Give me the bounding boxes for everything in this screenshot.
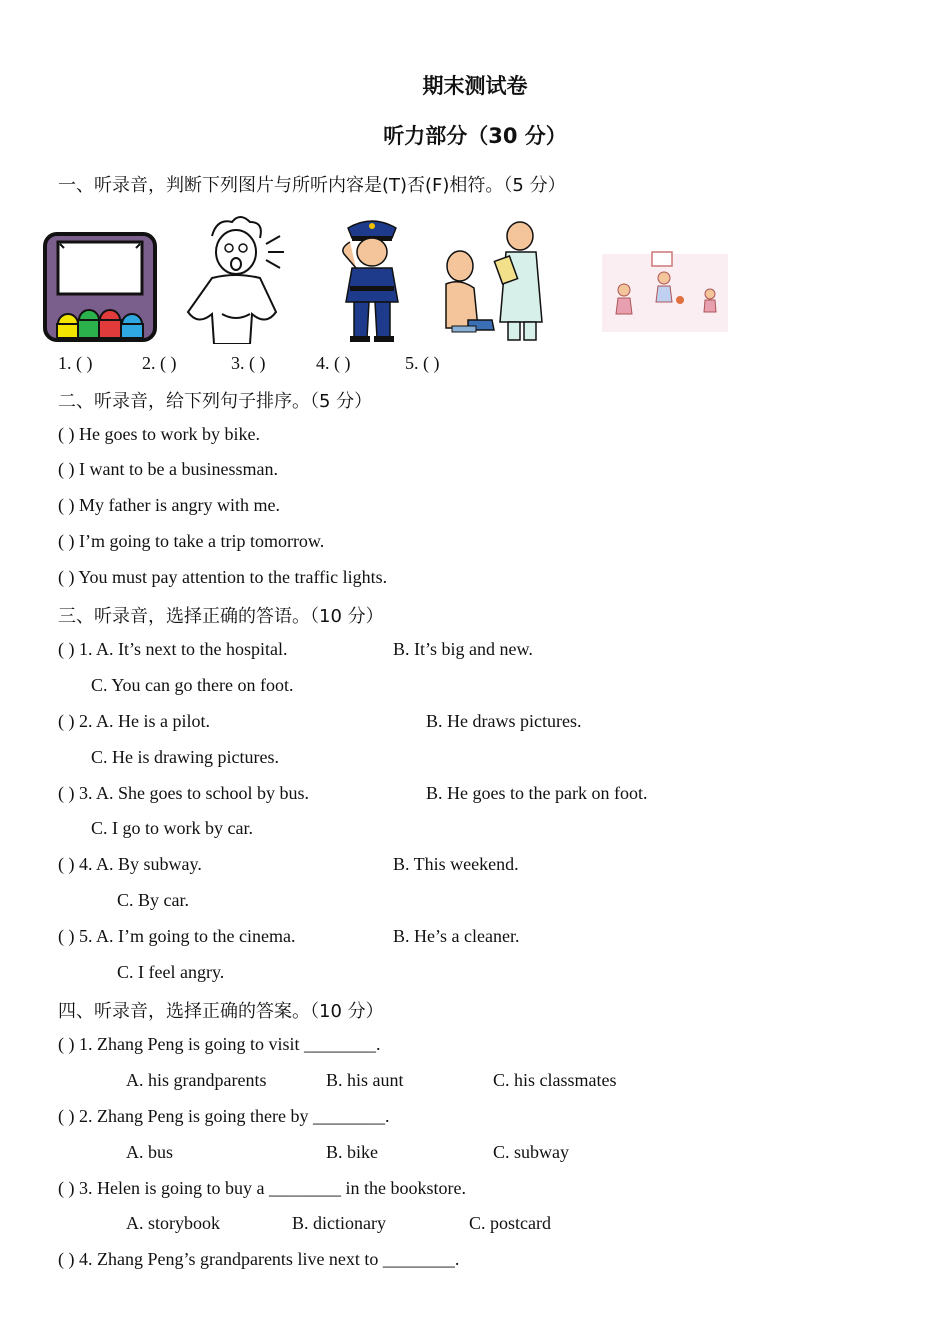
option-b: B. This weekend.	[393, 854, 519, 874]
option-c: C. You can go there on foot.	[91, 675, 294, 695]
answer-blank[interactable]: 4. ( )	[316, 353, 351, 373]
answer-blank[interactable]: 2. ( )	[142, 353, 177, 373]
shocked-man-picture	[182, 214, 294, 344]
option-a: A. storybook	[126, 1213, 220, 1233]
section2-heading: 二、听录音，给下列句子排序。（5 分）	[58, 391, 373, 412]
option-c: C. his classmates	[493, 1070, 617, 1090]
ordering-item: ( ) He goes to work by bike.	[58, 424, 260, 444]
option-c: C. He is drawing pictures.	[91, 747, 279, 767]
page-title: 期末测试卷	[422, 74, 528, 98]
section1-heading: 一、听录音，判断下列图片与所听内容是(T)否(F)相符。（5 分）	[58, 175, 566, 196]
ordering-item: ( ) My father is angry with me.	[58, 495, 280, 515]
question-line: ( ) 2. A. He is a pilot.	[58, 711, 210, 731]
option-c: C. postcard	[469, 1213, 551, 1233]
option-c: C. I feel angry.	[117, 962, 225, 982]
option-c: C. By car.	[117, 890, 189, 910]
option-b: B. He draws pictures.	[426, 711, 582, 731]
option-b: B. dictionary	[292, 1213, 386, 1233]
option-b: B. bike	[326, 1142, 378, 1162]
ordering-item: ( ) I’m going to take a trip tomorrow.	[58, 531, 325, 551]
option-b: B. He’s a cleaner.	[393, 926, 520, 946]
question-line: ( ) 3. Helen is going to buy a ________ in the bookstore.	[58, 1178, 466, 1198]
section4-heading: 四、听录音，选择正确的答案。（10 分）	[58, 1001, 384, 1022]
tv-audience-picture	[42, 214, 160, 344]
ordering-item: ( ) I want to be a businessman.	[58, 459, 278, 479]
option-b: B. He goes to the park on foot.	[426, 783, 648, 803]
question-line: ( ) 5. A. I’m going to the cinema.	[58, 926, 296, 946]
answer-blank[interactable]: 5. ( )	[405, 353, 440, 373]
question-line: ( ) 4. Zhang Peng’s grandparents live next to ________.	[58, 1249, 460, 1269]
option-a: A. his grandparents	[126, 1070, 267, 1090]
section3-heading: 三、听录音，选择正确的答语。（10 分）	[58, 606, 384, 627]
ordering-item: ( ) You must pay attention to the traffic lights.	[58, 567, 388, 587]
option-c: C. subway	[493, 1142, 569, 1162]
page-subtitle: 听力部分（30 分）	[383, 124, 567, 148]
question-line: ( ) 1. Zhang Peng is going to visit ________.	[58, 1034, 381, 1054]
answer-blank[interactable]: 1. ( )	[58, 353, 93, 373]
question-line: ( ) 2. Zhang Peng is going there by ________.	[58, 1106, 390, 1126]
question-line: ( ) 3. A. She goes to school by bus.	[58, 783, 309, 803]
answer-blank[interactable]: 3. ( )	[231, 353, 266, 373]
policeman-picture	[330, 214, 414, 344]
question-line: ( ) 1. A. It’s next to the hospital.	[58, 639, 288, 659]
option-b: B. It’s big and new.	[393, 639, 533, 659]
option-b: B. his aunt	[326, 1070, 404, 1090]
question-line: ( ) 4. A. By subway.	[58, 854, 202, 874]
doctor-patient-picture	[438, 214, 558, 344]
option-a: A. bus	[126, 1142, 174, 1162]
basketball-picture	[602, 214, 728, 344]
option-c: C. I go to work by car.	[91, 818, 253, 838]
